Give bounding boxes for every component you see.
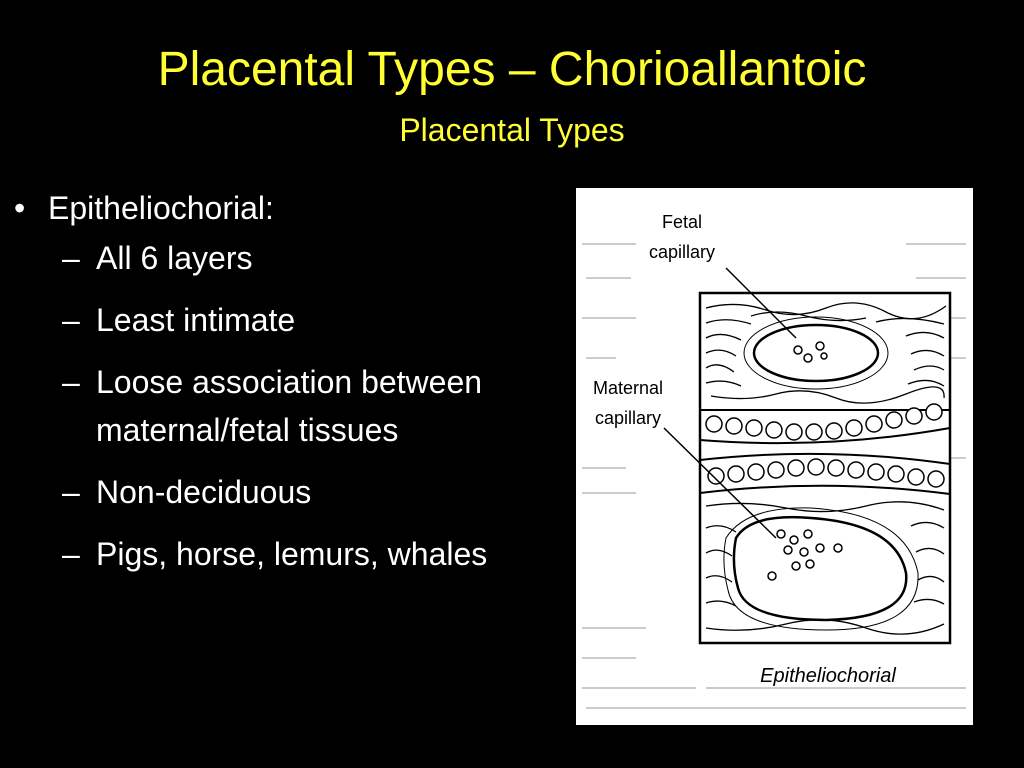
sub-bullet-item (62, 364, 554, 454)
sub-bullet-text: Loose association between maternal/fetal tissues (96, 364, 483, 448)
diagram-svg (576, 188, 973, 725)
bullet-list (14, 190, 554, 598)
label-maternal-capillary: capillary (594, 408, 662, 428)
sub-bullet-item (62, 474, 554, 516)
label-fetal: Fetal (661, 212, 703, 232)
slide-title: Placental Types – Chorioallantoic (157, 43, 867, 96)
sub-bullet-text: Least intimate (96, 302, 296, 338)
sub-bullet-item (62, 536, 554, 578)
sub-bullet-item (62, 240, 554, 282)
dash-icon: – (62, 364, 80, 400)
sub-bullet-text: All 6 layers (96, 240, 253, 276)
bullet-item-main (14, 190, 554, 226)
bullet-icon: • (14, 190, 26, 226)
dash-icon: – (62, 240, 80, 276)
sub-bullet-text: Pigs, horse, lemurs, whales (96, 536, 488, 572)
dash-icon: – (62, 302, 80, 338)
sub-bullet-text: Non-deciduous (96, 474, 312, 510)
label-fetal-capillary: capillary (648, 242, 716, 262)
epitheliochorial-diagram (576, 188, 973, 725)
bullet-text: Epitheliochorial: (48, 190, 274, 226)
label-maternal: Maternal (592, 378, 664, 398)
dash-icon: – (62, 536, 80, 572)
figure-caption: Epitheliochorial (760, 665, 896, 687)
sub-bullet-item (62, 302, 554, 344)
dash-icon: – (62, 474, 80, 510)
slide-subtitle: Placental Types (399, 112, 625, 148)
